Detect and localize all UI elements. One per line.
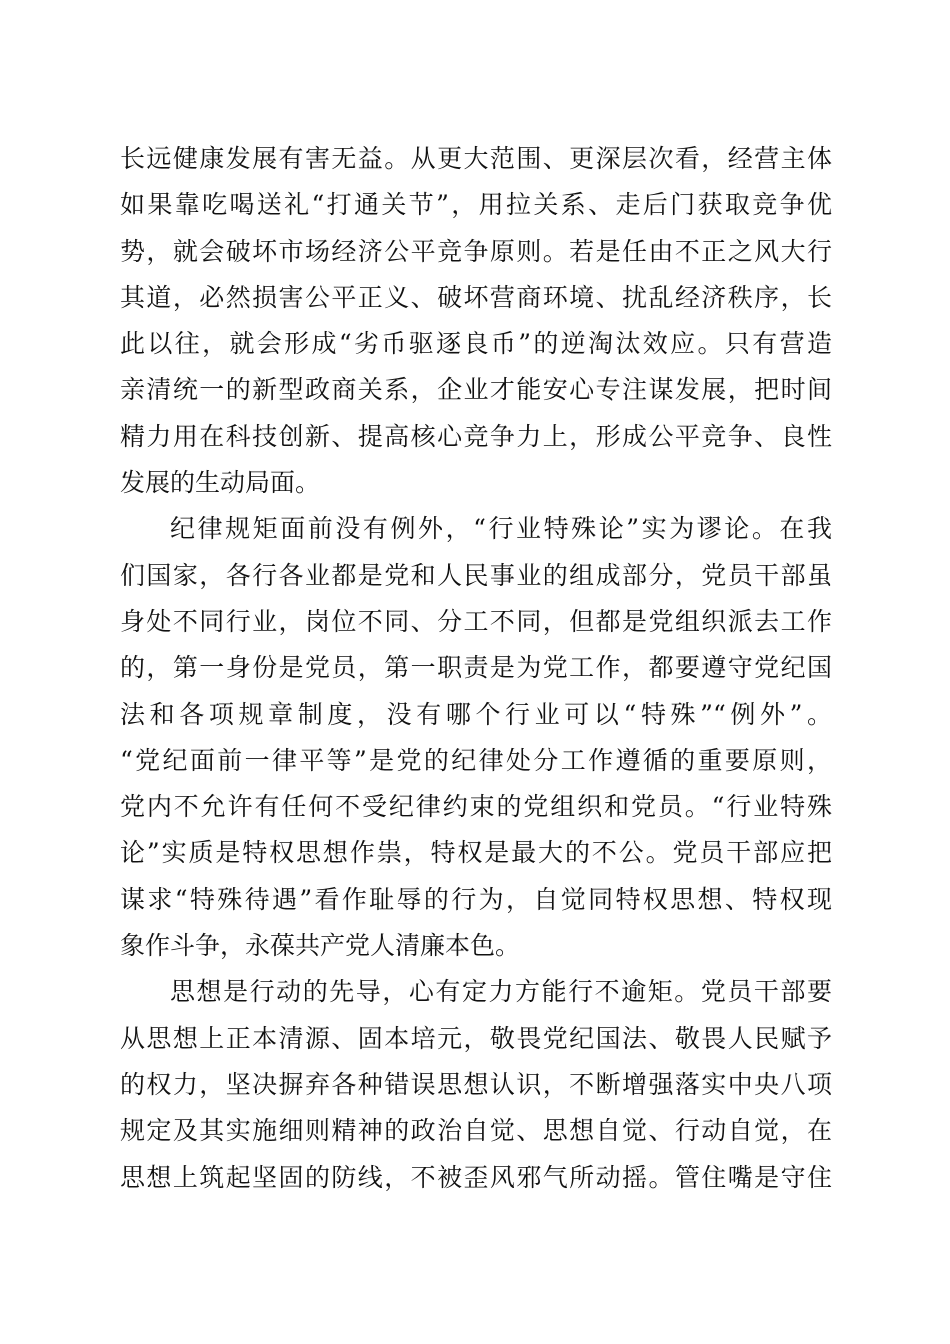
text-line: 的，第一身份是党员，第一职责是为党工作，都要遵守党纪国 xyxy=(120,653,832,683)
paragraph-1 xyxy=(120,136,832,506)
text-line: 身处不同行业，岗位不同、分工不同，但都是党组织派去工作 xyxy=(120,606,832,636)
text-line: 论”实质是特权思想作祟，特权是最大的不公。党员干部应把 xyxy=(120,838,832,868)
paragraph-2 xyxy=(120,506,832,969)
text-line: 规定及其实施细则精神的政治自觉、思想自觉、行动自觉，在 xyxy=(120,1116,832,1146)
text-line: 思想是行动的先导，心有定力方能行不逾矩。党员干部要 xyxy=(170,977,832,1007)
text-line: 们国家，各行各业都是党和人民事业的组成部分，党员干部虽 xyxy=(120,560,832,590)
text-line: 谋求“特殊待遇”看作耻辱的行为，自觉同特权思想、特权现 xyxy=(120,884,832,914)
text-line: 党内不允许有任何不受纪律约束的党组织和党员。“行业特殊 xyxy=(120,792,832,822)
text-line: 的权力，坚决摒弃各种错误思想认识，不断增强落实中央八项 xyxy=(120,1069,832,1099)
text-line: 势，就会破坏市场经济公平竞争原则。若是任由不正之风大行 xyxy=(120,236,832,266)
text-line: 长远健康发展有害无益。从更大范围、更深层次看，经营主体 xyxy=(120,144,832,173)
text-line: 如果靠吃喝送礼“打通关节”，用拉关系、走后门获取竞争优 xyxy=(120,190,832,220)
text-line: 其道，必然损害公平正义、破坏营商环境、扰乱经济秩序，长 xyxy=(120,282,832,312)
text-line: 纪律规矩面前没有例外，“行业特殊论”实为谬论。在我 xyxy=(170,514,832,544)
text-line: “党纪面前一律平等”是党的纪律处分工作遵循的重要原则， xyxy=(120,745,832,775)
text-line: 象作斗争，永葆共产党人清廉本色。 xyxy=(120,931,521,961)
document-body xyxy=(120,136,832,1201)
text-line: 亲清统一的新型政商关系，企业才能安心专注谋发展，把时间 xyxy=(120,375,832,405)
text-line: 法和各项规章制度，没有哪个行业可以“特殊”“例外”。 xyxy=(120,699,832,729)
text-line: 精力用在科技创新、提高核心竞争力上，形成公平竞争、良性 xyxy=(120,421,832,451)
paragraph-3 xyxy=(120,969,832,1200)
text-line: 此以往，就会形成“劣币驱逐良币”的逆淘汰效应。只有营造 xyxy=(120,329,832,359)
text-line: 发展的生动局面。 xyxy=(120,468,321,498)
text-line: 思想上筑起坚固的防线，不被歪风邪气所动摇。管住嘴是守住 xyxy=(120,1162,832,1192)
text-line: 从思想上正本清源、固本培元，敬畏党纪国法、敬畏人民赋予 xyxy=(120,1023,832,1053)
